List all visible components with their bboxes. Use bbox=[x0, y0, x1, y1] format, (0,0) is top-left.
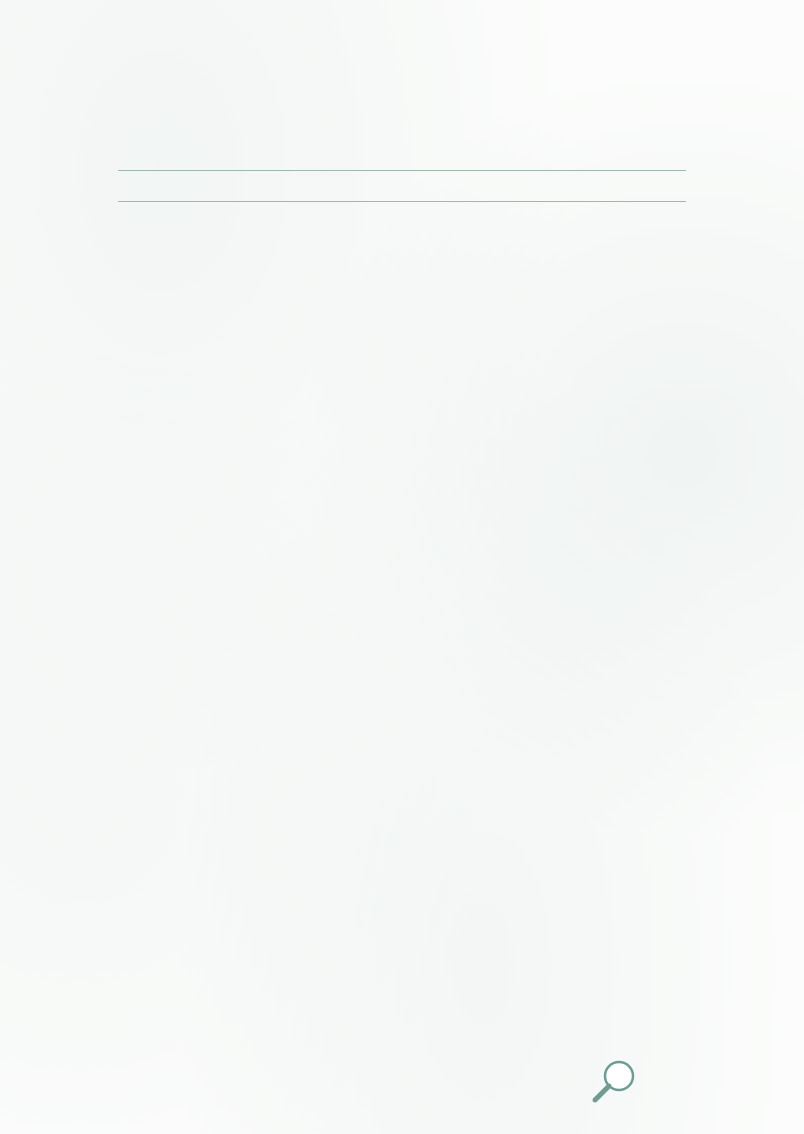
section-spacer bbox=[118, 171, 686, 181]
week-subtitle-row bbox=[118, 150, 686, 171]
magnifier-icon bbox=[590, 1060, 642, 1112]
page-footer bbox=[580, 1060, 642, 1112]
table-of-contents bbox=[118, 114, 686, 202]
lunch-title-row bbox=[118, 181, 686, 202]
